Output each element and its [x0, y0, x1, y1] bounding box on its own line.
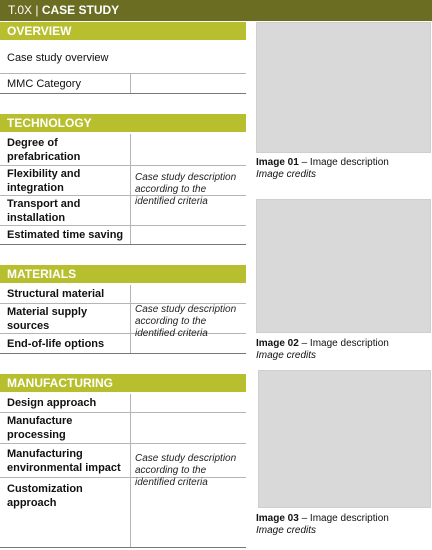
- technology-row: [0, 134, 246, 166]
- manufacturing-row: [0, 413, 246, 444]
- image-03-placeholder: [258, 370, 431, 508]
- image-number: Image 02: [256, 338, 299, 349]
- manufacturing-row: [0, 394, 246, 413]
- image-number: Image 01: [256, 157, 299, 168]
- image-03-caption: [256, 513, 432, 537]
- technology-description: Case study description according to the identified criteria: [135, 172, 237, 207]
- overview-row-case-study: [0, 42, 246, 74]
- overview-row-mmc-category: [0, 74, 246, 94]
- image-description: – Image description: [301, 157, 389, 168]
- case-study-code: T.0X |: [8, 3, 39, 17]
- image-description: – Image description: [301, 338, 389, 349]
- technology-row: [0, 226, 246, 245]
- materials-description: Case study description according to the identified criteria: [135, 304, 237, 339]
- row-label: Customization approach: [7, 483, 83, 509]
- image-01-caption: [256, 157, 432, 181]
- row-label: Manufacturing environmental impact: [7, 447, 121, 474]
- row-label: Transport and installation: [7, 197, 81, 224]
- page-title: CASE STUDY: [41, 3, 120, 17]
- image-credits: Image credits: [256, 525, 317, 536]
- row-label: MMC Category: [7, 77, 81, 90]
- technology-heading: TECHNOLOGY: [0, 114, 246, 132]
- row-label: Manufacture processing: [7, 415, 73, 441]
- overview-heading: OVERVIEW: [0, 22, 246, 40]
- document-title-bar: [0, 0, 432, 21]
- image-credits: Image credits: [256, 350, 317, 361]
- row-label: Design approach: [7, 397, 97, 409]
- row-label: End-of-life options: [7, 337, 105, 350]
- cell-divider: [130, 74, 131, 93]
- row-label: Structural material: [7, 288, 105, 300]
- image-01-placeholder: [256, 22, 431, 153]
- row-label: Estimated time saving: [7, 229, 124, 241]
- materials-row: [0, 285, 246, 304]
- image-description: – Image description: [301, 513, 389, 524]
- manufacturing-description: Case study description according to the identified criteria: [135, 453, 237, 488]
- image-number: Image 03: [256, 513, 299, 524]
- manufacturing-heading: MANUFACTURING: [0, 374, 246, 392]
- materials-heading: MATERIALS: [0, 265, 246, 283]
- image-credits: Image credits: [256, 169, 317, 180]
- row-label: Material supply sources: [7, 305, 88, 332]
- row-label: Case study overview: [7, 51, 109, 64]
- image-02-caption: [256, 338, 432, 362]
- row-label: Flexibility and integration: [7, 167, 81, 194]
- image-02-placeholder: [256, 199, 431, 333]
- row-label: Degree of prefabrication: [7, 136, 81, 163]
